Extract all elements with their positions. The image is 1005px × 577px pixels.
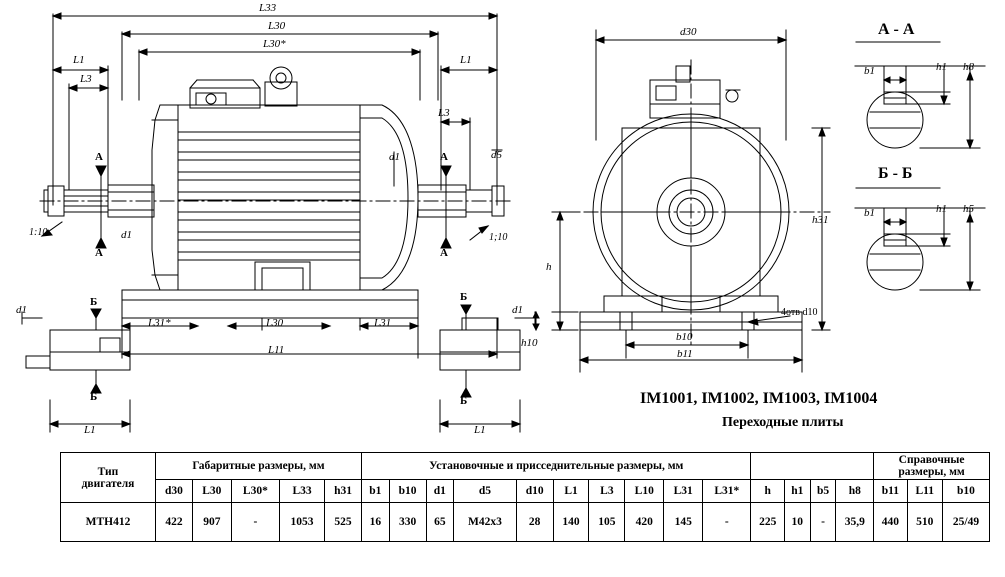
view-arrow-label-b-left-bottom: Б: [90, 391, 98, 403]
col-b10-ref: b10: [942, 480, 989, 503]
section-label-a-a: А - А: [878, 21, 915, 38]
dim-label-h8-aa: h8: [963, 61, 974, 73]
cell-l30-star: -: [231, 503, 279, 542]
dim-label-l30-bottom: L30: [266, 317, 284, 329]
view-arrow-label-a-bottom-left: А: [95, 247, 103, 259]
cell-b10-ref: 25/49: [942, 503, 989, 542]
cell-h31: 525: [325, 503, 362, 542]
col-l3: L3: [589, 480, 625, 503]
col-d30: d30: [156, 480, 193, 503]
dim-label-d1-plate-right: d1: [512, 304, 523, 316]
header-mounting-dimensions-cont: [751, 453, 874, 480]
view-arrow-label-b-right-bottom: Б: [460, 395, 468, 407]
dim-label-l1-left: L1: [73, 54, 85, 66]
cell-b1: 16: [362, 503, 390, 542]
cell-d5: М42х3: [454, 503, 517, 542]
dim-label-d1-plate-left: d1: [16, 304, 27, 316]
header-mounting-dimensions: Установочные и присседнительные размеры, мм: [362, 453, 751, 480]
specification-table: [60, 452, 990, 542]
cell-l3: 105: [589, 503, 625, 542]
col-l11: L11: [907, 480, 942, 503]
dim-label-l31-star: L31*: [148, 317, 171, 329]
col-d1: d1: [426, 480, 454, 503]
cell-b11: 440: [874, 503, 907, 542]
taper-label-right: 1;10: [489, 232, 508, 243]
dim-label-h31: h31: [812, 214, 829, 226]
dim-label-l1-plate-right: L1: [474, 424, 486, 436]
dim-label-h1-bb: h1: [936, 203, 947, 215]
col-b5: b5: [810, 480, 836, 503]
dim-label-l3-left: L3: [80, 73, 92, 85]
dim-label-l30: L30: [268, 20, 286, 32]
header-reference-line2: размеры, мм: [898, 466, 965, 478]
col-h8: h8: [836, 480, 874, 503]
holes-note-label: 4отв d10: [781, 307, 818, 318]
cell-l11: 510: [907, 503, 942, 542]
view-arrow-label-a-top-left: А: [95, 151, 103, 163]
col-l10: L10: [625, 480, 664, 503]
cell-d1: 65: [426, 503, 454, 542]
table-column-header-row: [61, 480, 990, 503]
header-motor-type-line2: двигателя: [81, 477, 135, 490]
col-b10: b10: [389, 480, 426, 503]
dim-label-d1-center: d1: [389, 151, 400, 163]
dim-label-l1-plate-left: L1: [84, 424, 96, 436]
cell-motor-type: МТН412: [61, 503, 156, 542]
cell-l30: 907: [192, 503, 231, 542]
cell-h8: 35,9: [836, 503, 874, 542]
dim-label-b1-aa: b1: [864, 65, 875, 77]
header-reference-line1: Справочные: [898, 454, 965, 466]
dim-label-b11: b11: [677, 348, 693, 360]
col-b11: b11: [874, 480, 907, 503]
col-l1: L1: [553, 480, 589, 503]
specification-table-wrapper: [60, 452, 990, 542]
drawing-title-line2: Переходные плиты: [722, 415, 844, 430]
view-arrow-label-a-bottom-right: А: [440, 247, 448, 259]
dim-label-b1-bb: b1: [864, 207, 875, 219]
dim-label-l3-right: L3: [438, 107, 450, 119]
section-label-b-b: Б - Б: [878, 165, 913, 182]
col-d10: d10: [516, 480, 553, 503]
col-b1: b1: [362, 480, 390, 503]
table-group-header-row: [61, 453, 990, 480]
col-l33: L33: [279, 480, 324, 503]
cell-d10: 28: [516, 503, 553, 542]
cell-b10: 330: [389, 503, 426, 542]
cell-h1: 10: [784, 503, 810, 542]
header-overall-dimensions: Габаритные размеры, мм: [156, 453, 362, 480]
table-row: [61, 503, 990, 542]
dim-label-l31: L31: [374, 317, 392, 329]
view-arrow-label-b-right-top: Б: [460, 291, 468, 303]
dim-label-d30: d30: [680, 26, 697, 38]
col-l30-star: L30*: [231, 480, 279, 503]
cell-l10: 420: [625, 503, 664, 542]
cell-h: 225: [751, 503, 784, 542]
col-h31: h31: [325, 480, 362, 503]
dim-label-h10: h10: [521, 337, 538, 349]
header-motor-type-line1: Тип: [97, 465, 119, 478]
header-reference-dimensions: [874, 453, 990, 480]
cell-l33: 1053: [279, 503, 324, 542]
col-l31: L31: [664, 480, 703, 503]
header-motor-type: [61, 453, 156, 503]
dim-label-b10: b10: [676, 331, 693, 343]
dim-label-h: h: [546, 261, 552, 273]
cell-b5: -: [810, 503, 836, 542]
dim-label-l30-star: L30*: [263, 38, 286, 50]
cell-l1: 140: [553, 503, 589, 542]
view-arrow-label-b-left-top: Б: [90, 296, 98, 308]
col-l30: L30: [192, 480, 231, 503]
col-d5: d5: [454, 480, 517, 503]
col-l31-star: L31*: [703, 480, 751, 503]
cell-d30: 422: [156, 503, 193, 542]
dim-label-d1-left-shaft: d1: [121, 229, 132, 241]
dim-label-h1-aa: h1: [936, 61, 947, 73]
col-h: h: [751, 480, 784, 503]
cell-l31-star: -: [703, 503, 751, 542]
drawing-title-line1: IM1001, IM1002, IM1003, IM1004: [640, 390, 878, 407]
dim-label-l11: L11: [268, 344, 285, 356]
view-arrow-label-a-top-right: А: [440, 151, 448, 163]
taper-label-left: 1:10: [29, 227, 48, 238]
dim-label-l1-right: L1: [460, 54, 472, 66]
cell-l31: 145: [664, 503, 703, 542]
dim-label-l33: L33: [259, 2, 277, 14]
dim-label-d5: d5: [491, 149, 502, 161]
dim-label-h5-bb: h5: [963, 203, 974, 215]
col-h1: h1: [784, 480, 810, 503]
